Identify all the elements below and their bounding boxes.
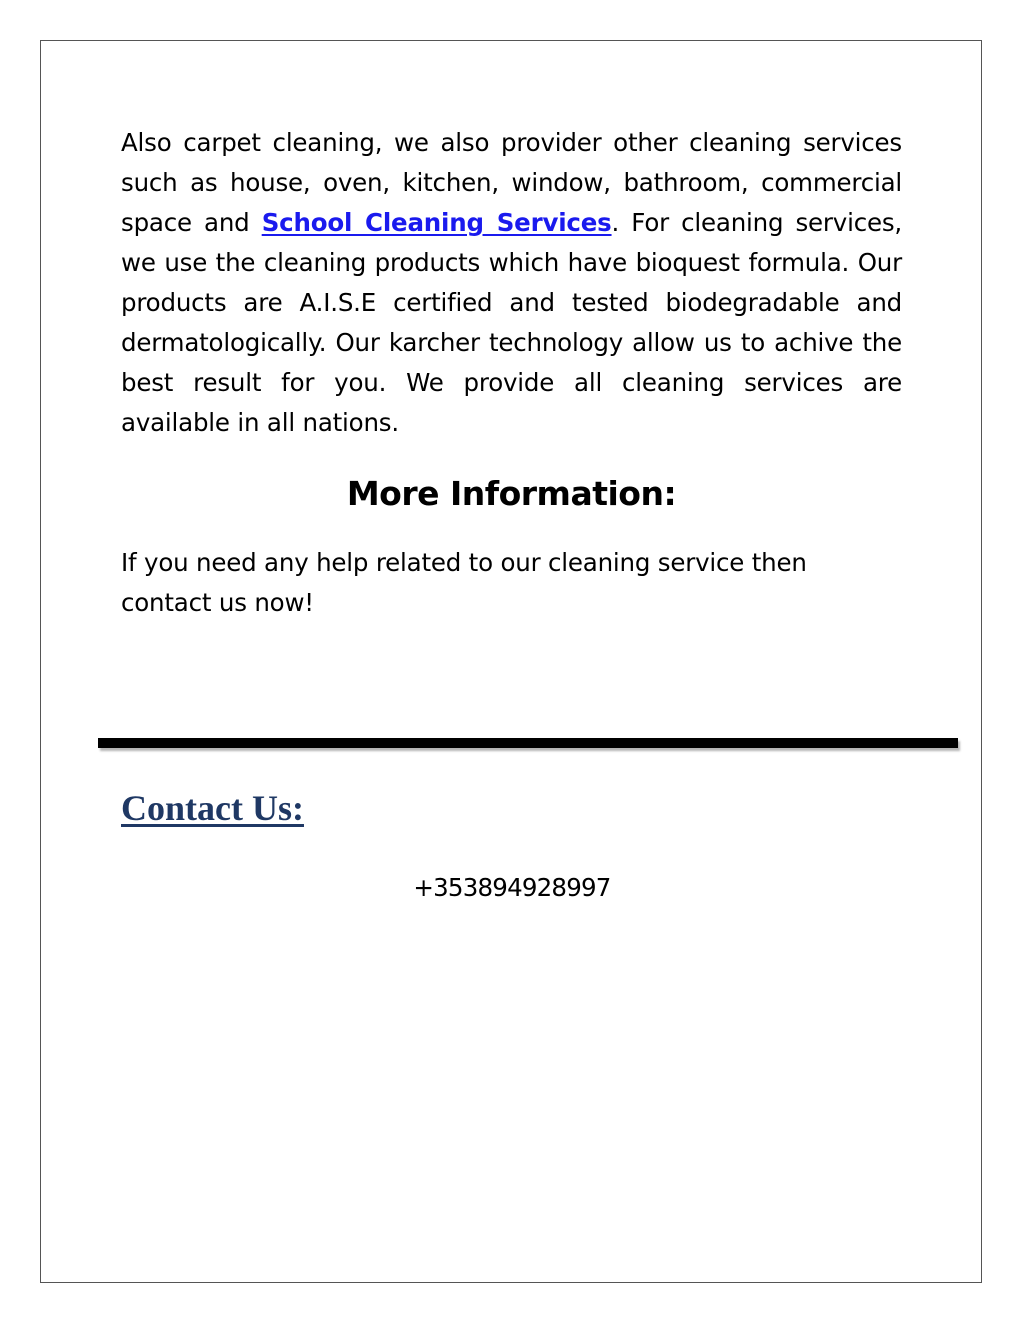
more-information-heading: More Information:: [346, 474, 677, 513]
services-text-before-link: Also carpet cleaning, we also provider other cleaning services such as house, oven, kitchen, window, bathroom, commercial space and: [121, 128, 902, 237]
help-paragraph: If you need any help related to our cleaning service then contact us now!: [121, 548, 807, 617]
section-divider: [98, 738, 958, 748]
services-paragraph: [121, 123, 902, 443]
phone-number: +353894928997: [413, 873, 611, 902]
services-text-after-link: . For cleaning services, we use the cleaning products which have bioquest formula. Our products are A.I.S.E certified and tested biodegradable and dermatologically. Our karcher technology allow us to achive the best result for you. We provide all cleaning services are available in all nations.: [121, 208, 902, 437]
school-cleaning-services-link[interactable]: School Cleaning Services: [261, 208, 612, 237]
contact-us-heading: Contact Us:: [121, 788, 304, 828]
